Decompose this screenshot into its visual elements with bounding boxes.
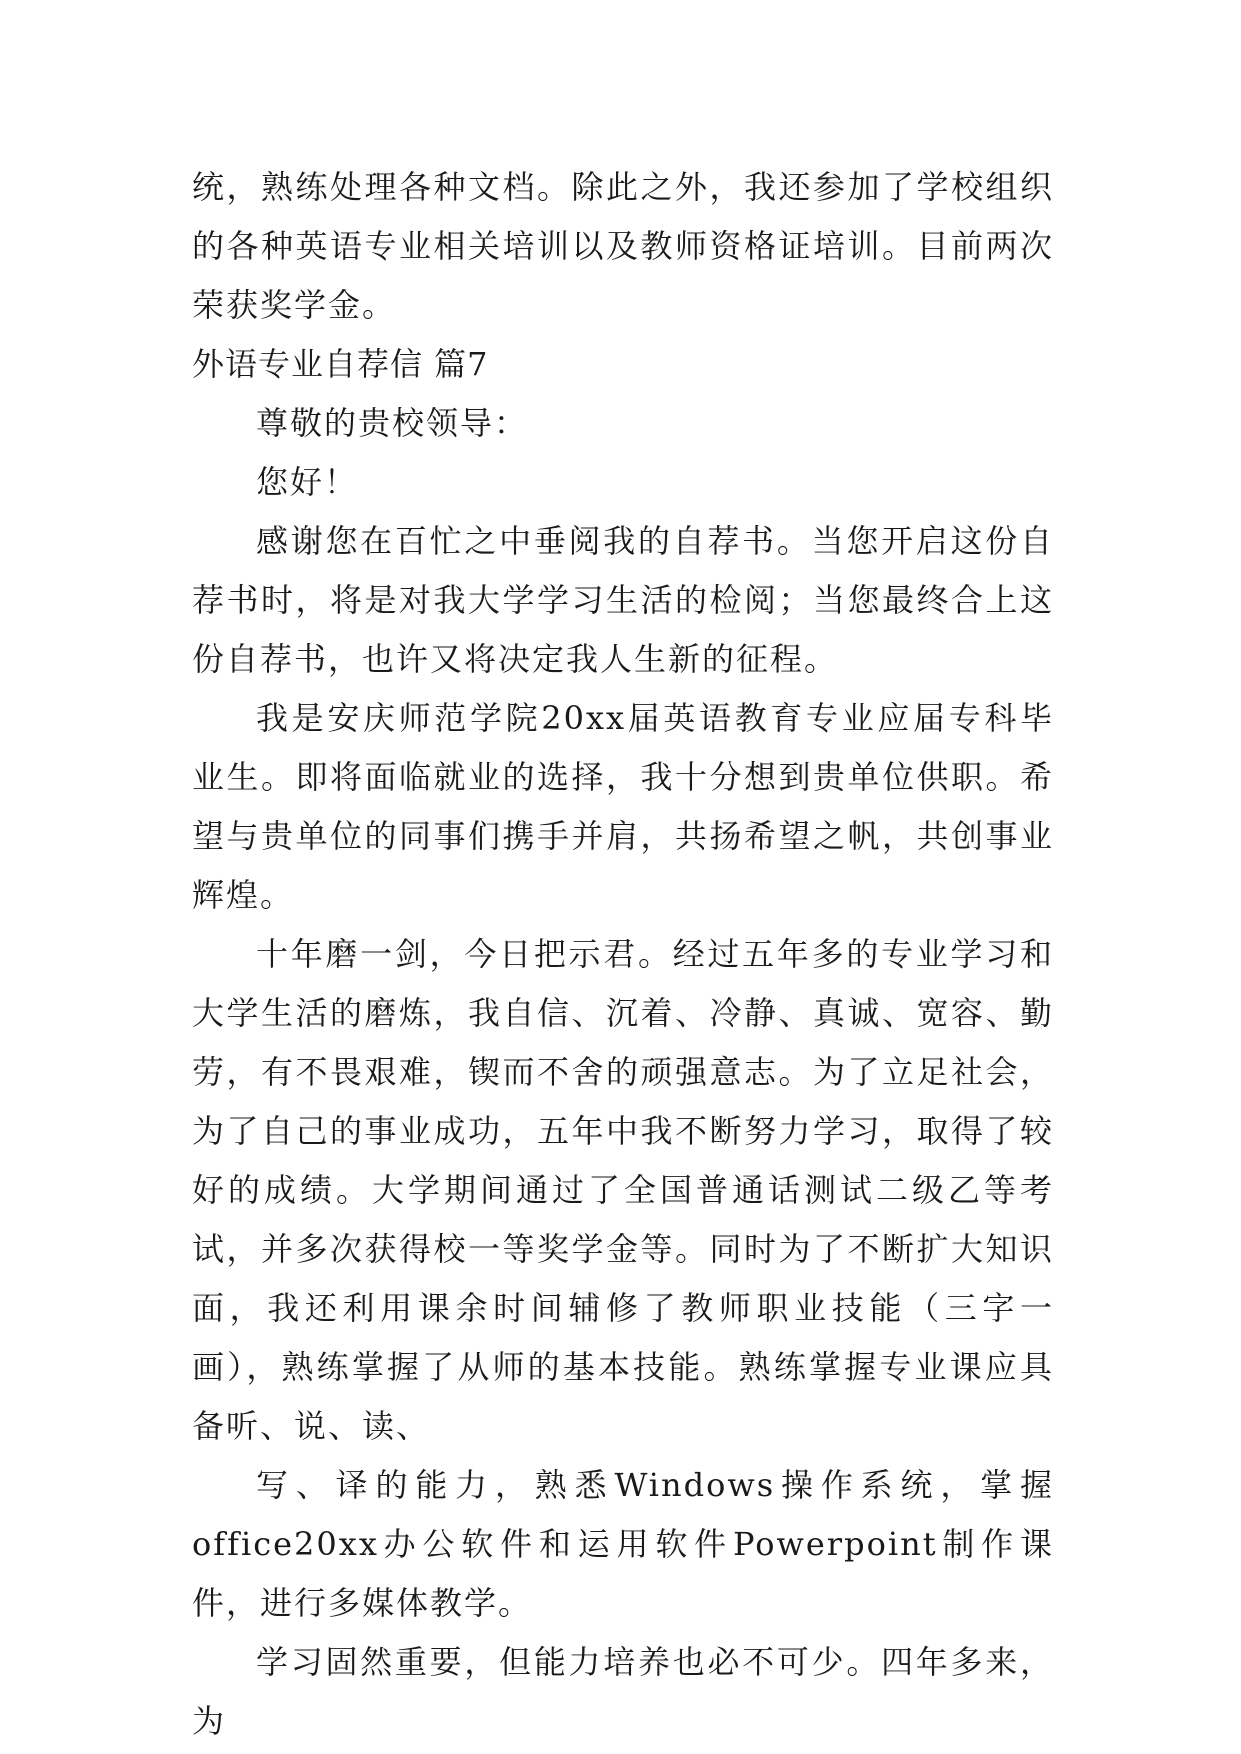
paragraph-abilities: 学习固然重要，但能力培养也必不可少。四年多来，为: [192, 1643, 1054, 1740]
document-body: [192, 158, 1054, 1751]
section-heading: 外语专业自荐信 篇7: [192, 345, 489, 383]
paragraph-achievements: 十年磨一剑，今日把示君。经过五年多的专业学习和大学生活的磨炼，我自信、沉着、冷静、真诚、宽容、勤劳，有不畏艰难，锲而不舍的顽强意志。为了立足社会，为了自己的事业成功，五年中我不断努力学习，取得了较好的成绩。大学期间通过了全国普通话测试二级乙等考试，并多次获得校一等奖学金等。同时为了不断扩大知识面，我还利用课余时间辅修了教师职业技能（三字一画），熟练掌握了从师的基本技能。熟练掌握专业课应具备听、说、读、: [192, 935, 1054, 1445]
paragraph-thanks: 感谢您在百忙之中垂阅我的自荐书。当您开启这份自荐书时，将是对我大学学习生活的检阅；当您最终合上这份自荐书，也许又将决定我人生新的征程。: [192, 522, 1054, 678]
paragraph-continuation: 统，熟练处理各种文档。除此之外，我还参加了学校组织的各种英语专业相关培训以及教师资格证培训。目前两次荣获奖学金。: [192, 168, 1054, 324]
paragraph-introduction: 我是安庆师范学院20xx届英语教育专业应届专科毕业生。即将面临就业的选择，我十分想到贵单位供职。希望与贵单位的同事们携手并肩，共扬希望之帆，共创事业辉煌。: [192, 699, 1054, 914]
paragraph-skills: 写、译的能力，熟悉Windows操作系统，掌握office20xx办公软件和运用软件Powerpoint制作课件，进行多媒体教学。: [192, 1466, 1054, 1622]
salutation: 尊敬的贵校领导：: [256, 404, 529, 442]
greeting: 您好！: [256, 463, 359, 501]
